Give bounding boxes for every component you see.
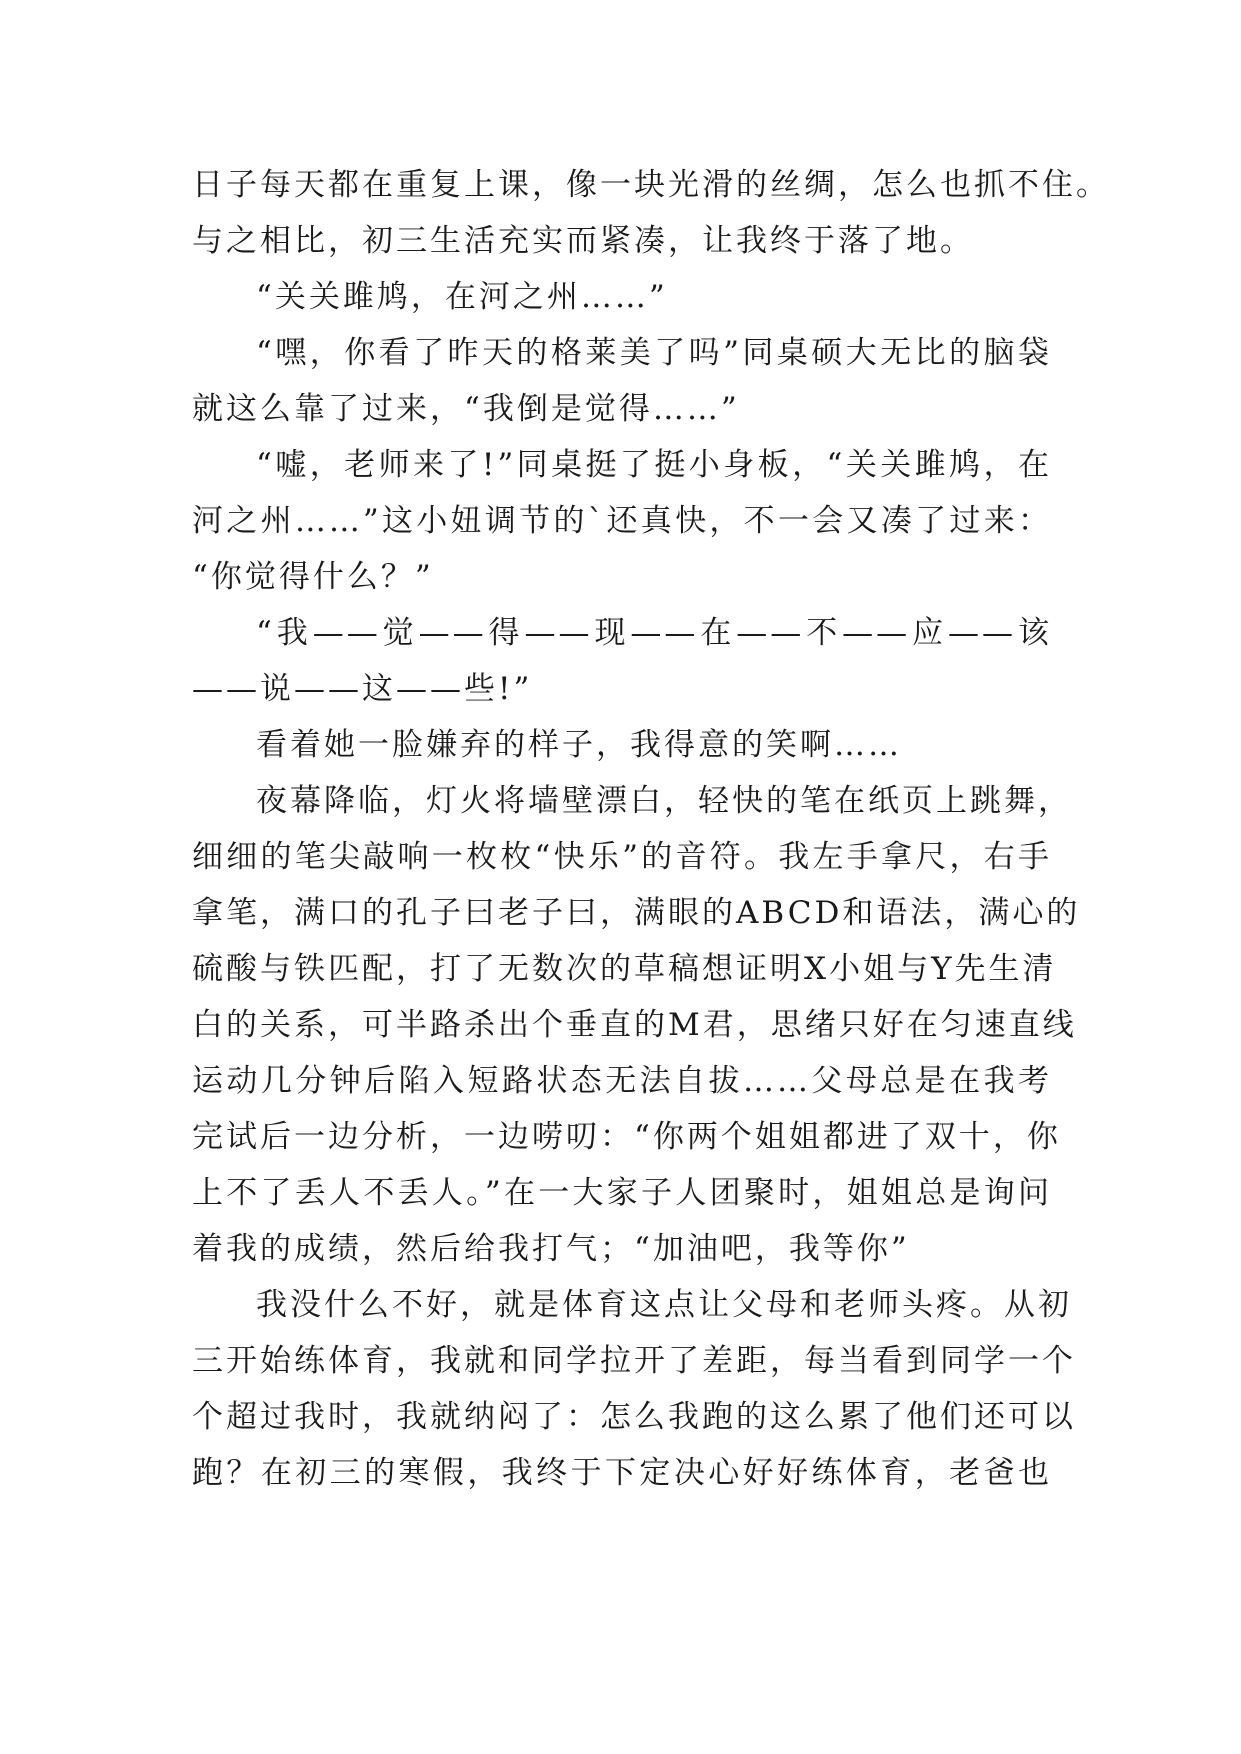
text-line: 细细的笔尖敲响一枚枚“快乐”的音符。我左手拿尺，右手 bbox=[192, 839, 1052, 875]
text-line: 我没什么不好，就是体育这点让父母和老师头疼。从初 bbox=[256, 1287, 1072, 1323]
text-line: 个超过我时，我就纳闷了：怎么我跑的这么累了他们还可以 bbox=[192, 1399, 1076, 1435]
text-line: 三开始练体育，我就和同学拉开了差距，每当看到同学一个 bbox=[192, 1343, 1076, 1379]
text-line: 夜幕降临，灯火将墙壁漂白，轻快的笔在纸页上跳舞， bbox=[256, 783, 1072, 819]
text-line: 运动几分钟后陷入短路状态无法自拔……父母总是在我考 bbox=[192, 1063, 1052, 1099]
text-line: 硫酸与铁匹配，打了无数次的草稿想证明X小姐与Y先生清 bbox=[192, 951, 1057, 987]
text-line: 上不了丢人不丢人。”在一大家子人团聚时，姐姐总是询问 bbox=[192, 1175, 1052, 1211]
text-line: 河之州……”这小妞调节的`还真快，不一会又凑了过来： bbox=[192, 503, 1052, 539]
text-line: 看着她一脸嫌弃的样子，我得意的笑啊…… bbox=[256, 727, 902, 763]
text-line: 白的关系，可半路杀出个垂直的M君，思绪只好在匀速直线 bbox=[192, 1007, 1077, 1043]
text-line: “嘿，你看了昨天的格莱美了吗”同桌硕大无比的脑袋 bbox=[256, 335, 1052, 371]
text-line: 就这么靠了过来，“我倒是觉得……” bbox=[192, 391, 740, 427]
text-line: 日子每天都在重复上课，像一块光滑的丝绸，怎么也抓不住。 bbox=[192, 167, 1110, 203]
text-line: 拿笔，满口的孔子曰老子曰，满眼的ABCD和语法，满心的 bbox=[192, 895, 1081, 931]
text-line: 完试后一边分析，一边唠叨：“你两个姐姐都进了双十，你 bbox=[192, 1119, 1061, 1155]
text-line: “嘘，老师来了!”同桌挺了挺小身板，“关关雎鸠，在 bbox=[256, 447, 1052, 483]
text-line: “我——觉——得——现——在——不——应——该 bbox=[256, 615, 1052, 651]
text-line: “关关雎鸠，在河之州……” bbox=[256, 279, 668, 315]
text-line: “你觉得什么？” bbox=[192, 559, 434, 595]
body-text bbox=[192, 157, 1110, 1501]
text-line: ——说——这——些!” bbox=[192, 671, 533, 707]
text-line: 跑？在初三的寒假，我终于下定决心好好练体育，老爸也 bbox=[192, 1455, 1052, 1491]
text-line: 与之相比，初三生活充实而紧凑，让我终于落了地。 bbox=[192, 223, 974, 259]
text-line: 着我的成绩，然后给我打气；“加油吧，我等你” bbox=[192, 1231, 910, 1267]
